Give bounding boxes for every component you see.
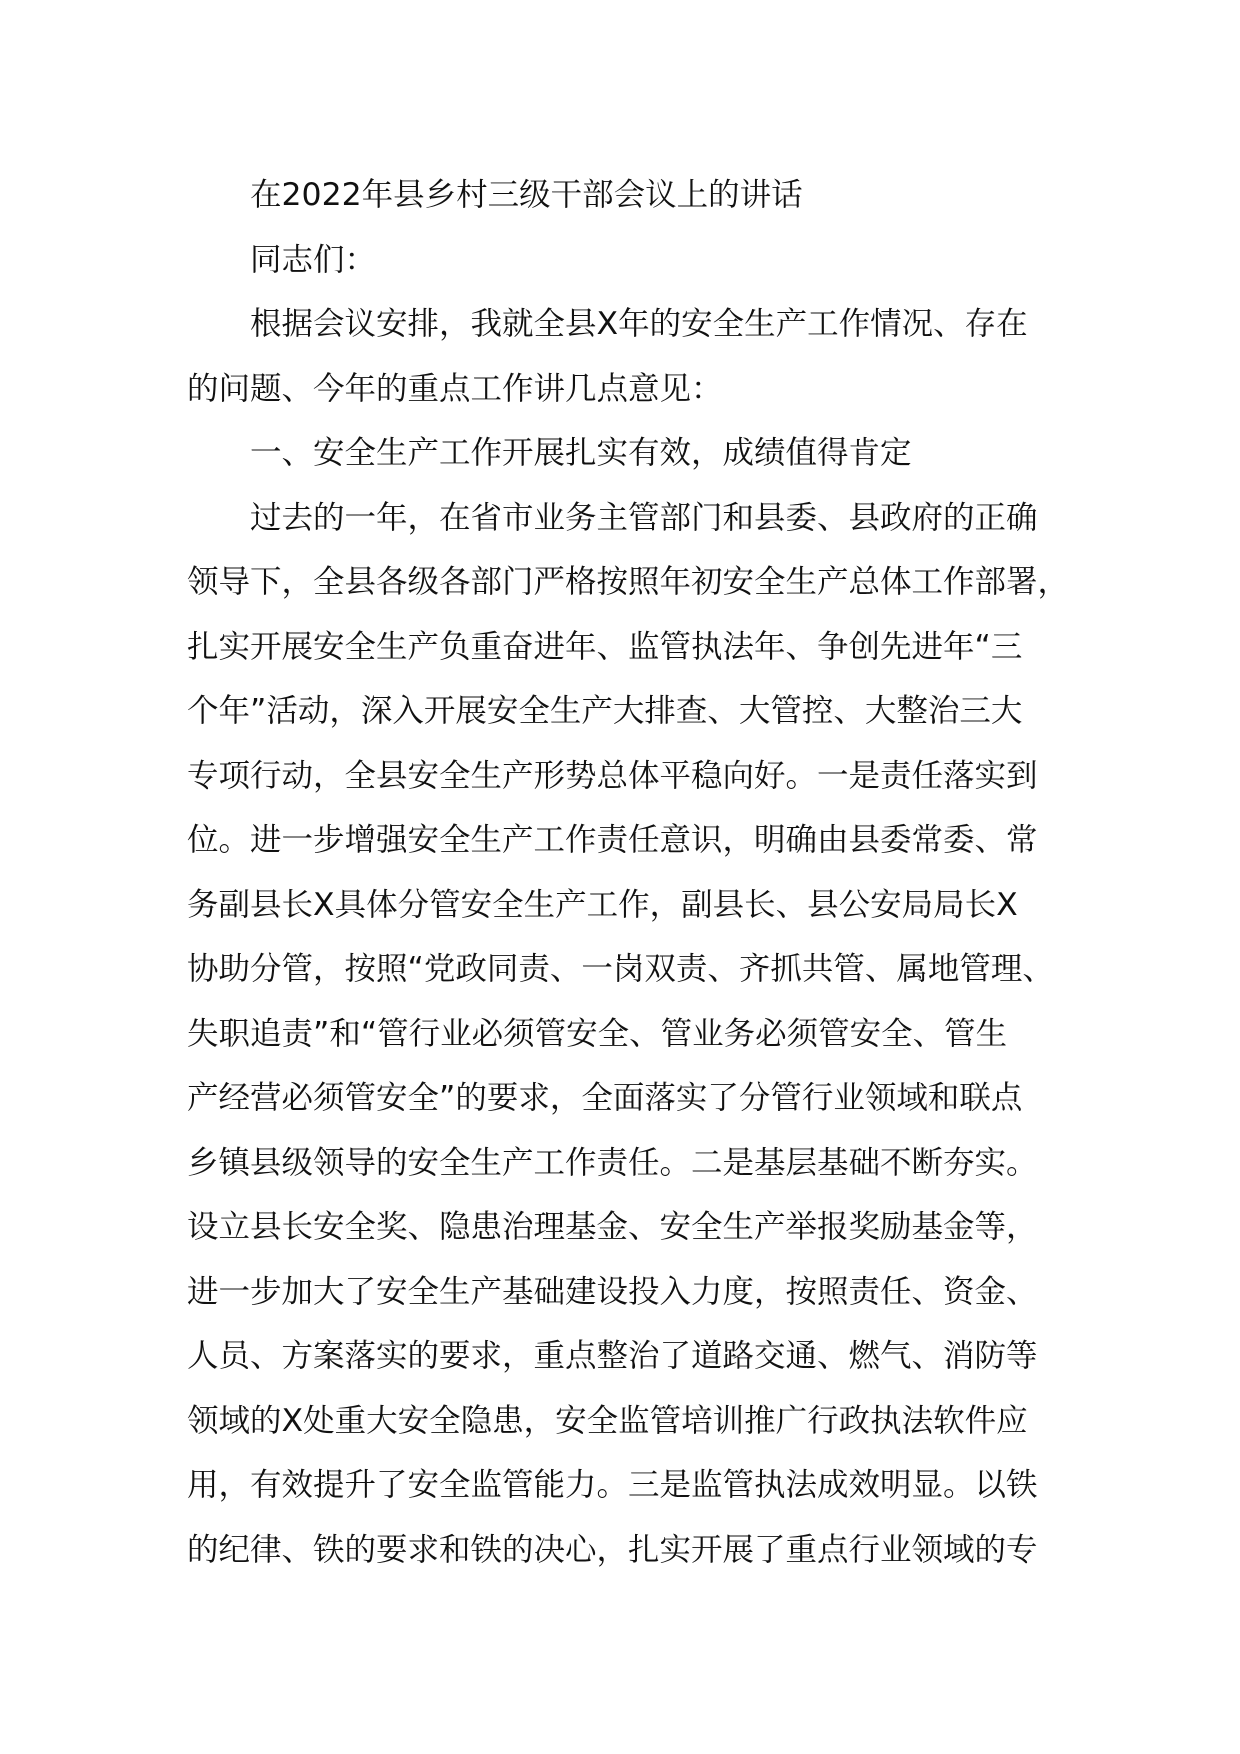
body-line: 领导下，全县各级各部门严格按照年初安全生产总体工作部署， xyxy=(187,564,1070,600)
body-line: 务副县长X具体分管安全生产工作，副县长、县公安局局长X xyxy=(187,886,1018,923)
body-line: 用，有效提升了安全监管能力。三是监管执法成效明显。以铁 xyxy=(187,1467,1038,1503)
body-line: 领域的X处重大安全隐患，安全监管培训推广行政执法软件应 xyxy=(187,1402,1028,1439)
body-line: 失职追责”和“管行业必须管安全、管业务必须管安全、管生 xyxy=(187,1015,1008,1052)
body-line: 位。进一步增强安全生产工作责任意识，明确由县委常委、常 xyxy=(187,822,1038,858)
salutation: 同志们： xyxy=(250,241,377,278)
body-line: 人员、方案落实的要求，重点整治了道路交通、燃气、消防等 xyxy=(187,1338,1038,1374)
body-line: 专项行动，全县安全生产形势总体平稳向好。一是责任落实到 xyxy=(187,757,1038,794)
body-line: 进一步加大了安全生产基础建设投入力度，按照责任、资金、 xyxy=(187,1273,1038,1310)
document-title: 在2022年县乡村三级干部会议上的讲话 xyxy=(250,177,803,213)
body-line: 个年”活动，深入开展安全生产大排查、大管控、大整治三大 xyxy=(187,693,1023,729)
body-line: 产经营必须管安全”的要求，全面落实了分管行业领域和联点 xyxy=(187,1080,1023,1116)
body-line: 扎实开展安全生产负重奋进年、监管执法年、争创先进年“三 xyxy=(187,628,1023,665)
body-line: 过去的一年，在省市业务主管部门和县委、县政府的正确 xyxy=(250,499,1038,536)
body-line: 乡镇县级领导的安全生产工作责任。二是基层基础不断夯实。 xyxy=(187,1144,1038,1181)
document-body xyxy=(187,163,1087,1582)
section-heading: 一、安全生产工作开展扎实有效，成绩值得肯定 xyxy=(250,435,912,471)
body-line: 的纪律、铁的要求和铁的决心，扎实开展了重点行业领域的专 xyxy=(187,1531,1038,1568)
intro-line: 根据会议安排，我就全县X年的安全生产工作情况、存在 xyxy=(250,306,1028,342)
intro-line: 的问题、今年的重点工作讲几点意见： xyxy=(187,370,723,407)
body-line: 设立县长安全奖、隐患治理基金、安全生产举报奖励基金等， xyxy=(187,1209,1038,1245)
body-line: 协助分管，按照“党政同责、一岗双责、齐抓共管、属地管理、 xyxy=(187,951,1054,987)
